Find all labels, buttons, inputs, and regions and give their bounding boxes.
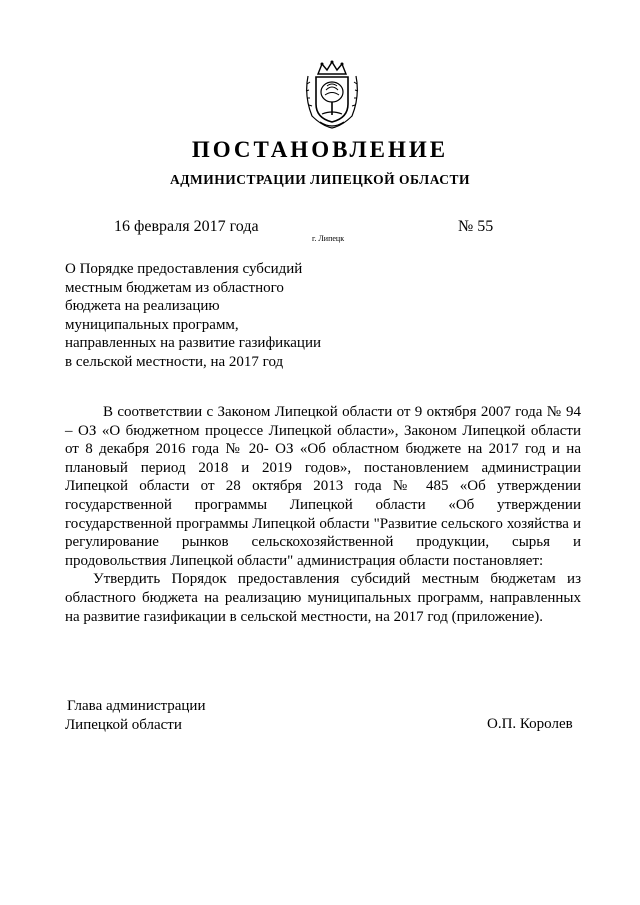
signatory-position-line: Глава администрации (67, 698, 206, 714)
signatory-position-line: Липецкой области (65, 716, 182, 733)
subject-line: местным бюджетам из областного (65, 279, 284, 296)
subject-line: О Порядке предоставления субсидий (65, 261, 303, 277)
body-paragraph-resolution: Утвердить Порядок предоставления субсидий местным бюджетам из областного бюджета на реализацию муниципальных программ, направленных на развитие газификации в сельской местности, на 2017 год (приложение). (65, 571, 581, 625)
subject-line: направленных на развитие газификации (65, 335, 322, 352)
subject-line: муниципальных программ, (65, 316, 239, 333)
subject-line: бюджета на реализацию (65, 298, 220, 315)
document-date: 16 февраля 2017 года (114, 218, 259, 235)
signatory-name: О.П. Королев (487, 716, 573, 732)
body-paragraph-preamble: В соответствии с Законом Липецкой области от 9 октября 2007 года № 94 – ОЗ «О бюджетном процессе Липецкой области», Законом Липецкой области от 8 декабря 2016 года № 20- ОЗ «Об областном бюджете на 2017 год и на плановый период 2018 и 2019 годов», постановлением администрации Липецкой области от 28 октября 2013 года № 485 «Об утверждении государственной программы Липецкой области «Об утверждении государственной программы Липецкой области "Развитие сельского хозяйства и регулирование рынков сельскохозяйственной продукции, сырья и продовольствия Липецкой области" администрация области постановляет: (65, 404, 581, 569)
subject-line: в сельской местности, на 2017 год (65, 353, 284, 370)
document-type-heading: ПОСТАНОВЛЕНИЕ (191, 137, 449, 162)
document-number: № 55 (458, 218, 494, 235)
issuer-heading: АДМИНИСТРАЦИИ ЛИПЕЦКОЙ ОБЛАСТИ (169, 172, 471, 187)
signatory-position (65, 697, 205, 734)
document-subject (65, 260, 365, 372)
coat-of-arms-icon (300, 60, 364, 130)
document-city: г. Липецк (312, 234, 345, 243)
document-body (65, 403, 581, 626)
